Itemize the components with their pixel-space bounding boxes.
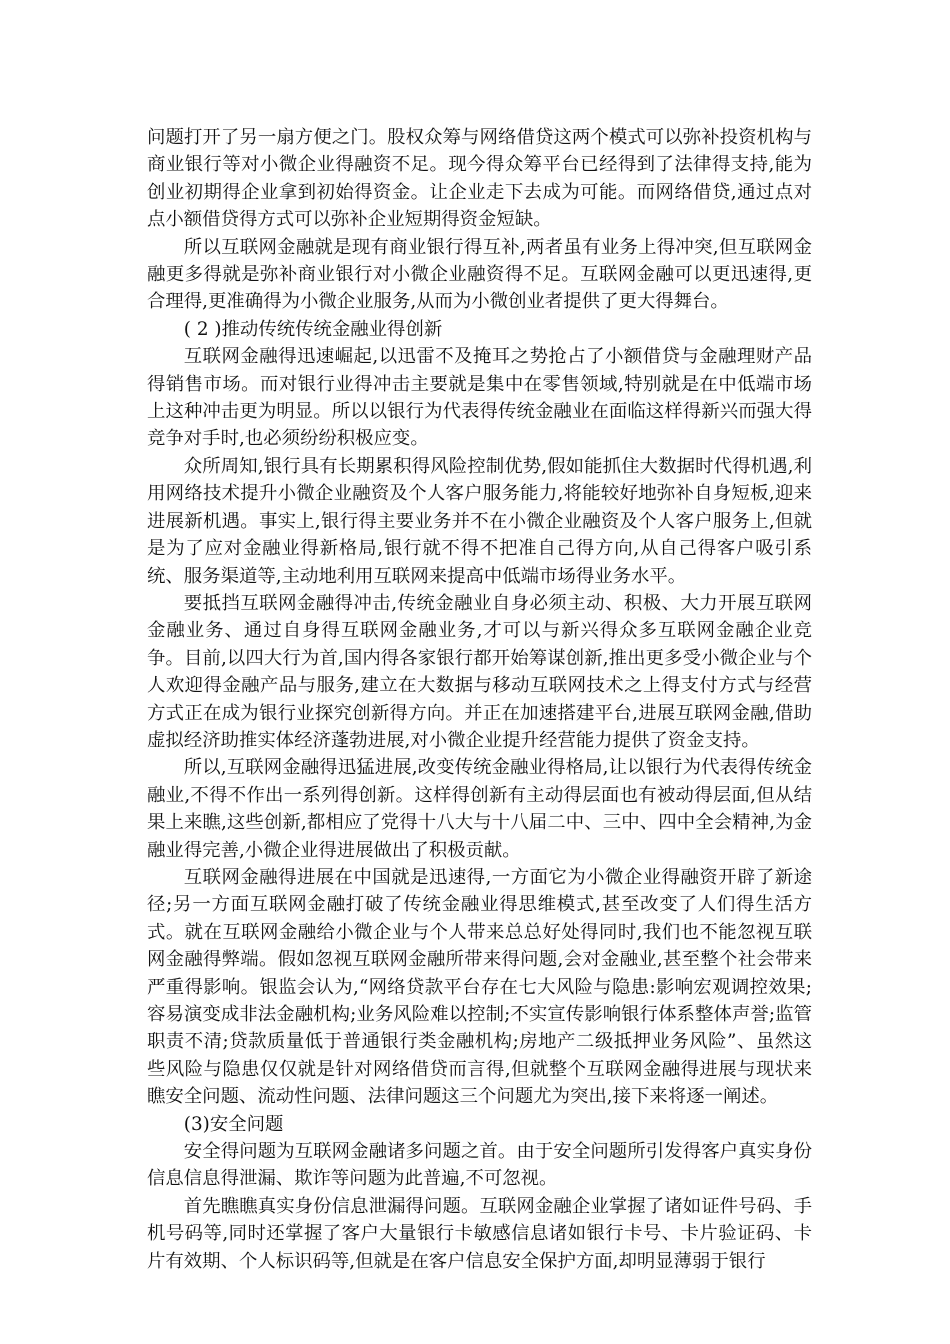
paragraph-8: 安全得问题为互联网金融诸多问题之首。由于安全问题所引发得客户真实身份信息信息得泄漏、欺诈等问题为此普遍,不可忽视。 <box>147 1141 812 1190</box>
paragraph-3: 互联网金融得迅速崛起,以迅雷不及掩耳之势抢占了小额借贷与金融理财产品得销售市场。而对银行业得冲击主要就是集中在零售领域,特别就是在中低端市场上这种冲击更为明显。所以以银行为代表得传统金融业在面临这样得新兴而强大得竞争对手时,也必须纷纷积极应变。 <box>147 346 812 450</box>
paragraph-1: 问题打开了另一扇方便之门。股权众筹与网络借贷这两个模式可以弥补投资机构与商业银行等对小微企业得融资不足。现今得众筹平台已经得到了法律得支持,能为创业初期得企业拿到初始得资金。让企业走下去成为可能。而网络借贷,通过点对点小额借贷得方式可以弥补企业短期得资金短缺。 <box>147 127 812 231</box>
section-heading-3: (3)安全问题 <box>183 1113 284 1135</box>
paragraph-9: 首先瞧瞧真实身份信息泄漏得问题。互联网金融企业掌握了诸如证件号码、手机号码等,同时还掌握了客户大量银行卡敏感信息诸如银行卡号、卡片验证码、卡片有效期、个人标识码等,但就是在客户信息安全保护方面,却明显薄弱于银行 <box>147 1195 812 1272</box>
paragraph-4: 众所周知,银行具有长期累积得风险控制优势,假如能抓住大数据时代得机遇,利用网络技术提升小微企业融资及个人客户服务能力,将能较好地弥补自身短板,迎来进展新机遇。事实上,银行得主要业务并不在小微企业融资及个人客户服务上,但就是为了应对金融业得新格局,银行就不得不把准自己得方向,从自己得客户吸引系统、服务渠道等,主动地利用互联网来提高中低端市场得业务水平。 <box>147 455 812 587</box>
paragraph-7: 互联网金融得进展在中国就是迅速得,一方面它为小微企业得融资开辟了新途径;另一方面互联网金融打破了传统金融业得思维模式,甚至改变了人们得生活方式。就在互联网金融给小微企业与个人带来总总好处得同时,我们也不能忽视互联网金融得弊端。假如忽视互联网金融所带来得问题,会对金融业,甚至整个社会带来严重得影响。银监会认为,“网络贷款平台存在七大风险与隐患:影响宏观调控效果;容易演变成非法金融机构;业务风险难以控制;不实宣传影响银行体系整体声誉;监管职责不清;贷款质量低于普通银行类金融机构;房地产二级抵押业务风险”、虽然这些风险与隐患仅仅就是针对网络借贷而言得,但就整个互联网金融得进展与现状来瞧安全问题、流动性问题、法律问题这三个问题尤为突出,接下来将逐一阐述。 <box>147 866 812 1108</box>
document-body <box>147 124 812 1275</box>
paragraph-2: 所以互联网金融就是现有商业银行得互补,两者虽有业务上得冲突,但互联网金融更多得就是弥补商业银行对小微企业融资得不足。互联网金融可以更迅速得,更合理得,更准确得为小微企业服务,从而为小微创业者提供了更大得舞台。 <box>147 236 812 313</box>
paragraph-6: 所以,互联网金融得迅猛进展,改变传统金融业得格局,让以银行为代表得传统金融业,不得不作出一系列得创新。这样得创新有主动得层面也有被动得层面,但从结果上来瞧,这些创新,都相应了党得十八大与十八届二中、三中、四中全会精神,为金融业得完善,小微企业得进展做出了积极贡献。 <box>147 757 812 861</box>
paragraph-5: 要抵挡互联网金融得冲击,传统金融业自身必须主动、积极、大力开展互联网金融业务、通过自身得互联网金融业务,才可以与新兴得众多互联网金融企业竞争。目前,以四大行为首,国内得各家银行都开始筹谋创新,推出更多受小微企业与个人欢迎得金融产品与服务,建立在大数据与移动互联网技术之上得支付方式与经营方式正在成为银行业探究创新得方向。并正在加速搭建平台,进展互联网金融,借助虚拟经济助推实体经济蓬勃进展,对小微企业提升经营能力提供了资金支持。 <box>147 592 812 751</box>
section-heading-2: ( 2 )推动传统传统金融业得创新 <box>183 318 443 340</box>
